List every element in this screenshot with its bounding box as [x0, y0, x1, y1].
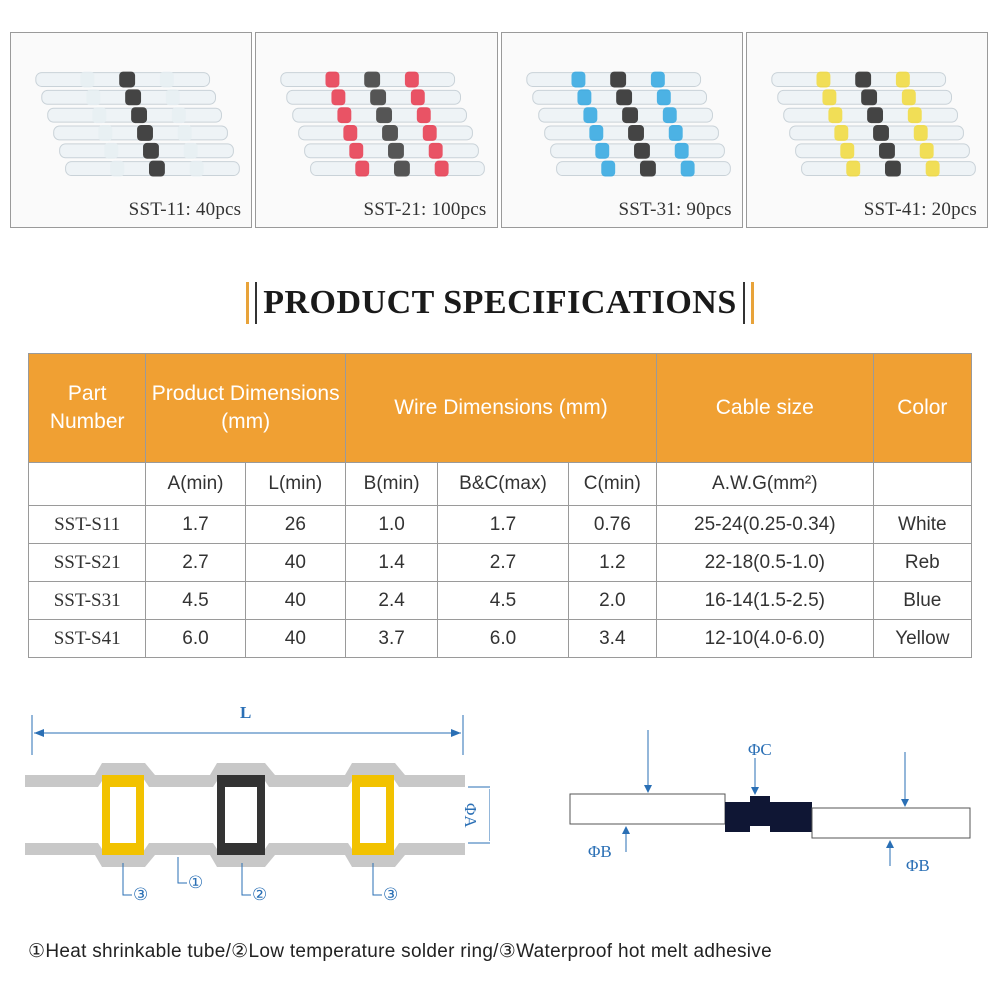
color-cell: Reb — [873, 544, 971, 582]
table-cell: 2.0 — [568, 582, 656, 620]
part-number-cell: SST-S31 — [29, 582, 146, 620]
adhesive-ring — [86, 89, 100, 105]
adhesive-ring — [816, 72, 830, 88]
subheader-cell: A.W.G(mm²) — [656, 463, 873, 506]
part-number-cell: SST-S41 — [29, 620, 146, 658]
solder-ring — [394, 161, 410, 177]
solder-ring — [639, 161, 655, 177]
solder-ring — [382, 125, 398, 141]
table-cell: 3.4 — [568, 620, 656, 658]
adhesive-ring — [356, 161, 370, 177]
photo-caption: SST-21: 100pcs — [363, 199, 487, 220]
phi-b-label-right: ΦB — [906, 856, 930, 875]
connector-bundle-image — [11, 33, 251, 227]
adhesive-ring — [668, 125, 682, 141]
table-cell: 6.0 — [146, 620, 245, 658]
adhesive-ring — [435, 161, 449, 177]
adhesive-ring — [326, 72, 340, 88]
connector-bundle-image — [747, 33, 987, 227]
adhesive-ring — [908, 107, 922, 123]
subheader-cell: A(min) — [146, 463, 245, 506]
product-photo-sst-31 — [501, 32, 743, 228]
table-cell: 12-10(4.0-6.0) — [656, 620, 873, 658]
adhesive-ring — [98, 125, 112, 141]
table-cell: 1.0 — [345, 506, 437, 544]
adhesive-ring — [925, 161, 939, 177]
table-cell: 3.7 — [345, 620, 437, 658]
solder-ring — [125, 89, 141, 105]
color-cell: Yellow — [873, 620, 971, 658]
header-part-number: Part Number — [29, 354, 146, 463]
adhesive-ring — [577, 89, 591, 105]
adhesive-ring — [846, 161, 860, 177]
adhesive-ring — [583, 107, 597, 123]
solder-ring — [376, 107, 392, 123]
subheader-cell: L(min) — [245, 463, 345, 506]
callout-1: ① — [188, 873, 204, 892]
table-cell: 4.5 — [438, 582, 568, 620]
heading-bar-right — [751, 282, 754, 324]
table-cell: 0.76 — [568, 506, 656, 544]
adhesive-ring — [674, 143, 688, 159]
adhesive-ring — [828, 107, 842, 123]
heading-title: PRODUCT SPECIFICATIONS — [263, 284, 737, 321]
adhesive-ring — [338, 107, 352, 123]
adhesive-ring — [178, 125, 192, 141]
solder-ring — [885, 161, 901, 177]
adhesive-ring — [896, 72, 910, 88]
adhesive-ring — [902, 89, 916, 105]
solder-ring — [149, 161, 165, 177]
adhesive-ring — [919, 143, 933, 159]
product-photo-sst-41 — [746, 32, 988, 228]
solder-ring — [622, 107, 638, 123]
adhesive-ring — [650, 72, 664, 88]
solder-ring — [610, 72, 626, 88]
part-number-cell: SST-S11 — [29, 506, 146, 544]
table-row — [29, 582, 972, 620]
table-cell: 1.7 — [146, 506, 245, 544]
table-cell: 40 — [245, 620, 345, 658]
adhesive-ring — [350, 143, 364, 159]
header-product-dimensions: Product Dimensions (mm) — [146, 354, 346, 463]
adhesive-ring — [822, 89, 836, 105]
table-cell: 2.4 — [345, 582, 437, 620]
adhesive-ring — [344, 125, 358, 141]
table-row — [29, 506, 972, 544]
connector-bundle-image — [256, 33, 496, 227]
callout-2: ② — [252, 885, 268, 904]
adhesive-ring — [680, 161, 694, 177]
solder-ring — [131, 107, 147, 123]
phi-a-label: ΦA — [461, 803, 480, 828]
color-cell: White — [873, 506, 971, 544]
adhesive-ring — [172, 107, 186, 123]
solder-ring — [616, 89, 632, 105]
photo-caption: SST-41: 20pcs — [863, 199, 977, 220]
solder-ring — [634, 143, 650, 159]
callout-3-right: ③ — [383, 885, 399, 904]
adhesive-ring — [405, 72, 419, 88]
phi-b-label-left: ΦB — [588, 842, 612, 861]
photo-caption: SST-31: 90pcs — [618, 199, 732, 220]
table-cell: 26 — [245, 506, 345, 544]
adhesive-ring — [190, 161, 204, 177]
wire-splice-diagram — [560, 730, 980, 890]
solder-ring — [370, 89, 386, 105]
adhesive-ring — [656, 89, 670, 105]
solder-ring — [119, 72, 135, 88]
header-cable-size: Cable size — [656, 354, 873, 463]
table-cell: 2.7 — [438, 544, 568, 582]
callout-3-left: ③ — [133, 885, 149, 904]
legend-footnote: ①Heat shrinkable tube/②Low temperature solder ring/③Waterproof hot melt adhesive — [28, 941, 772, 962]
adhesive-ring — [571, 72, 585, 88]
adhesive-ring — [166, 89, 180, 105]
adhesive-ring — [429, 143, 443, 159]
subheader-cell: B&C(max) — [438, 463, 568, 506]
table-cell: 16-14(1.5-2.5) — [656, 582, 873, 620]
table-row — [29, 544, 972, 582]
table-row — [29, 620, 972, 658]
header-color: Color — [873, 354, 971, 463]
connector-bundle-image — [502, 33, 742, 227]
solder-ring — [855, 72, 871, 88]
subheader-cell: B(min) — [345, 463, 437, 506]
product-photo-sst-11 — [10, 32, 252, 228]
adhesive-ring — [104, 143, 118, 159]
adhesive-ring — [411, 89, 425, 105]
photo-caption: SST-11: 40pcs — [128, 199, 242, 220]
adhesive-ring — [110, 161, 124, 177]
adhesive-ring — [160, 72, 174, 88]
solder-ring — [873, 125, 889, 141]
adhesive-ring — [332, 89, 346, 105]
adhesive-ring — [601, 161, 615, 177]
part-number-cell: SST-S21 — [29, 544, 146, 582]
section-heading — [0, 282, 1000, 329]
connector-diagram — [20, 695, 490, 920]
solder-ring — [137, 125, 153, 141]
adhesive-ring — [423, 125, 437, 141]
solder-ring — [364, 72, 380, 88]
adhesive-ring — [834, 125, 848, 141]
subheader-cell — [873, 463, 971, 506]
phi-c-label: ΦC — [748, 740, 772, 759]
subheader-cell — [29, 463, 146, 506]
adhesive-ring — [840, 143, 854, 159]
product-photo-strip — [10, 32, 988, 228]
table-cell: 1.2 — [568, 544, 656, 582]
table-cell: 40 — [245, 544, 345, 582]
table-cell: 6.0 — [438, 620, 568, 658]
adhesive-ring — [595, 143, 609, 159]
header-wire-dimensions: Wire Dimensions (mm) — [345, 354, 656, 463]
heading-bar-left-dark — [255, 282, 257, 324]
adhesive-ring — [417, 107, 431, 123]
adhesive-ring — [184, 143, 198, 159]
subheader-row — [29, 463, 972, 506]
solder-ring — [879, 143, 895, 159]
product-photo-sst-21 — [255, 32, 497, 228]
table-cell: 40 — [245, 582, 345, 620]
solder-ring — [867, 107, 883, 123]
adhesive-ring — [589, 125, 603, 141]
solder-ring — [143, 143, 159, 159]
color-cell: Blue — [873, 582, 971, 620]
subheader-cell: C(min) — [568, 463, 656, 506]
table-cell: 25-24(0.25-0.34) — [656, 506, 873, 544]
solder-ring — [628, 125, 644, 141]
adhesive-ring — [80, 72, 94, 88]
spec-table — [28, 353, 972, 658]
heading-bar-right-dark — [743, 282, 745, 324]
adhesive-ring — [914, 125, 928, 141]
adhesive-ring — [662, 107, 676, 123]
table-cell: 1.7 — [438, 506, 568, 544]
table-cell: 22-18(0.5-1.0) — [656, 544, 873, 582]
solder-ring — [861, 89, 877, 105]
heading-bar-left — [246, 282, 249, 324]
table-cell: 2.7 — [146, 544, 245, 582]
adhesive-ring — [92, 107, 106, 123]
table-cell: 1.4 — [345, 544, 437, 582]
table-cell: 4.5 — [146, 582, 245, 620]
length-label: L — [240, 703, 252, 722]
solder-ring — [388, 143, 404, 159]
